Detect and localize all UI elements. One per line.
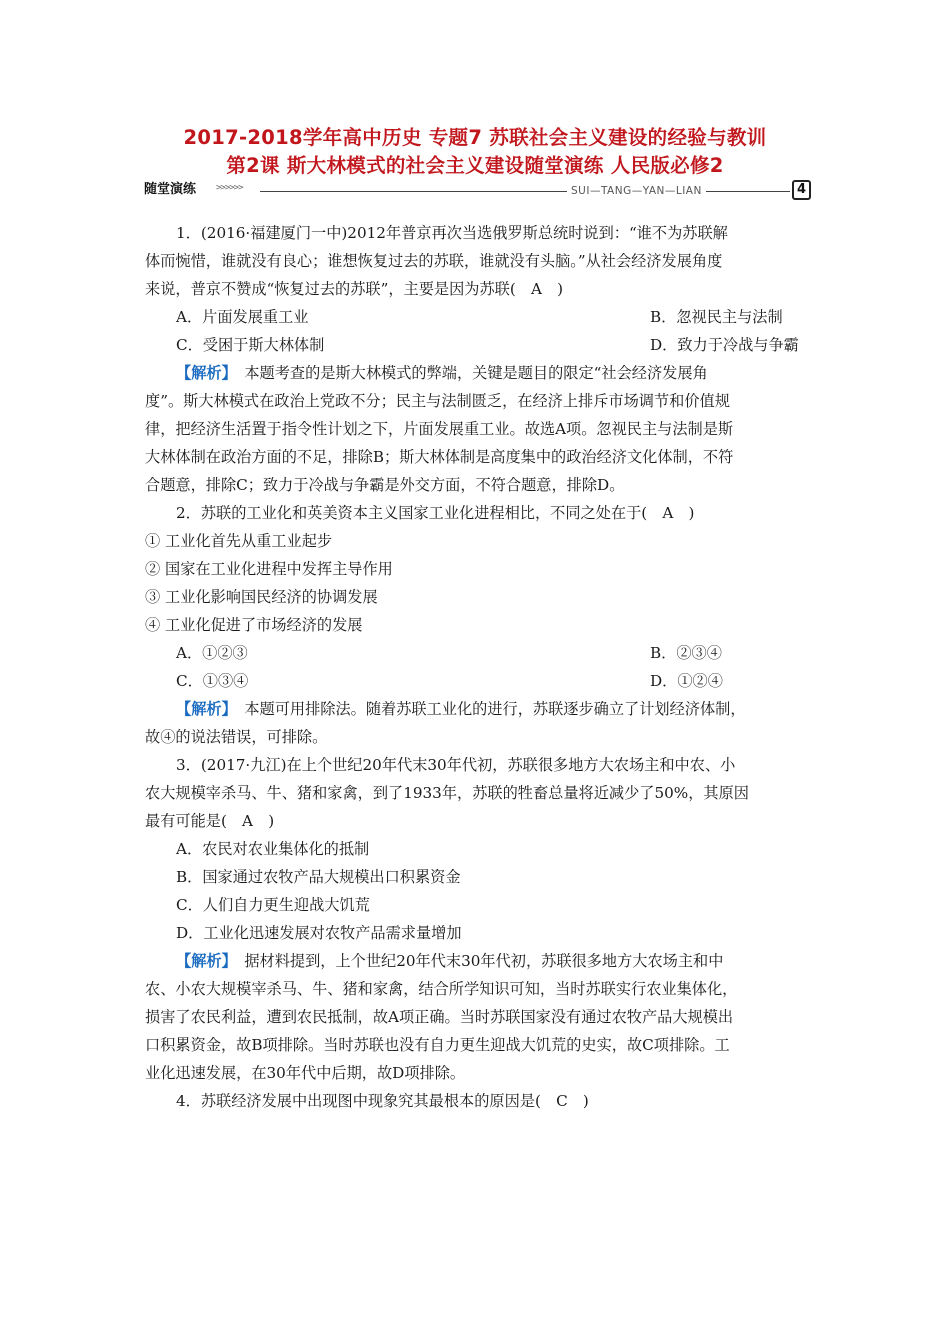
- q3-analysis-line: [176, 951, 856, 971]
- q1-option-row: [176, 307, 856, 327]
- q2-option-a: A．①②③: [176, 644, 248, 662]
- q2-option-row: [176, 643, 856, 663]
- q2-item: ③ 工业化影响国民经济的协调发展: [145, 588, 378, 606]
- q2-item: ② 国家在工业化进程中发挥主导作用: [145, 560, 393, 578]
- q1-stem-line: 体而惋惜，谁就没有良心；谁想恢复过去的苏联，谁就没有头脑。”从社会经济发展角度: [145, 252, 723, 270]
- analysis-tag: 【解析】: [176, 952, 230, 970]
- q1-analysis-line: [176, 363, 856, 383]
- document-title-line-1: 2017-2018学年高中历史 专题7 苏联社会主义建设的经验与教训: [183, 126, 767, 149]
- q2-analysis-line: 故④的说法错误，可排除。: [145, 728, 328, 746]
- section-banner: [142, 180, 812, 202]
- q1-option-c: C．受困于斯大林体制: [176, 336, 325, 354]
- banner-number-badge: 4: [792, 180, 811, 200]
- q3-analysis-line: 损害了农民利益，遭到农民抵制，故A项正确。当时苏联国家没有通过农牧产品大规模出: [145, 1008, 734, 1026]
- q4-stem: 4．苏联经济发展中出现图中现象究其最根本的原因是( C ): [176, 1092, 589, 1110]
- document-title-line-2: 第2课 斯大林模式的社会主义建设随堂演练 人民版必修2: [226, 154, 724, 177]
- banner-divider: [260, 191, 790, 192]
- q1-stem-line: 1．(2016·福建厦门一中)2012年普京再次当选俄罗斯总统时说到：“谁不为苏联解: [176, 224, 728, 242]
- q2-stem: 2．苏联的工业化和英美资本主义国家工业化进程相比，不同之处在于( A ): [176, 504, 695, 522]
- q2-item: ① 工业化首先从重工业起步: [145, 532, 333, 550]
- q2-option-row: [176, 671, 856, 691]
- q3-option-b: B．国家通过农牧产品大规模出口积累资金: [176, 868, 461, 886]
- q1-option-row: [176, 335, 856, 355]
- q1-option-a: A．片面发展重工业: [176, 308, 309, 326]
- q1-analysis-line: 合题意，排除C；致力于冷战与争霸是外交方面，不符合题意，排除D。: [145, 476, 625, 494]
- analysis-tag: 【解析】: [176, 700, 230, 718]
- q1-option-b: B．忽视民主与法制: [650, 308, 783, 326]
- banner-label: 随堂演练: [144, 182, 197, 197]
- q3-option-c: C．人们自力更生迎战大饥荒: [176, 896, 370, 914]
- q2-analysis-line: [176, 699, 856, 719]
- q3-stem-line: 农大规模宰杀马、牛、猪和家禽，到了1933年，苏联的牲畜总量将近减少了50%，其原因: [145, 784, 749, 802]
- q2-item: ④ 工业化促进了市场经济的发展: [145, 616, 363, 634]
- q1-analysis-line: 度”。斯大林模式在政治上党政不分；民主与法制匮乏，在经济上排斥市场调节和价值规: [145, 392, 730, 410]
- q2-option-d: D．①②④: [650, 672, 723, 690]
- q2-option-c: C．①③④: [176, 672, 249, 690]
- q3-analysis-line: 农、小农大规模宰杀马、牛、猪和家禽，结合所学知识可知，当时苏联实行农业集体化，: [145, 980, 738, 998]
- q3-analysis-text: 据材料提到，上个世纪20年代末30年代初，苏联很多地方大农场主和中: [229, 952, 724, 970]
- q1-option-d: D．致力于冷战与争霸: [650, 336, 799, 354]
- q1-analysis-line: 律，把经济生活置于指令性计划之下，片面发展重工业。故选A项。忽视民主与法制是斯: [145, 420, 734, 438]
- q3-option-d: D．工业化迅速发展对农牧产品需求量增加: [176, 924, 462, 942]
- q3-stem-line: 3．(2017·九江)在上个世纪20年代末30年代初，苏联很多地方大农场主和中农、小: [176, 756, 736, 774]
- analysis-tag: 【解析】: [176, 364, 230, 382]
- q1-stem-line: 来说，普京不赞成“恢复过去的苏联”，主要是因为苏联( A ): [145, 280, 564, 298]
- q3-stem-line: 最有可能是( A ): [145, 812, 275, 830]
- q3-analysis-line: 口积累资金，故B项排除。当时苏联也没有自力更生迎战大饥荒的史实，故C项排除。工: [145, 1036, 730, 1054]
- banner-arrows: >>>>>>: [216, 183, 243, 193]
- q3-option-a: A．农民对农业集体化的抵制: [176, 840, 370, 858]
- q1-analysis-text: 本题考查的是斯大林模式的弊端，关键是题目的限定“社会经济发展角: [229, 364, 708, 382]
- q2-option-b: B．②③④: [650, 644, 722, 662]
- q1-analysis-line: 大林体制在政治方面的不足，排除B；斯大林体制是高度集中的政治经济文化体制，不符: [145, 448, 734, 466]
- q2-analysis-text: 本题可用排除法。随着苏联工业化的进行，苏联逐步确立了计划经济体制，: [229, 700, 746, 718]
- banner-pinyin: SUI—TANG—YAN—LIAN: [567, 183, 706, 199]
- q3-analysis-line: 业化迅速发展，在30年代中后期，故D项排除。: [145, 1064, 466, 1082]
